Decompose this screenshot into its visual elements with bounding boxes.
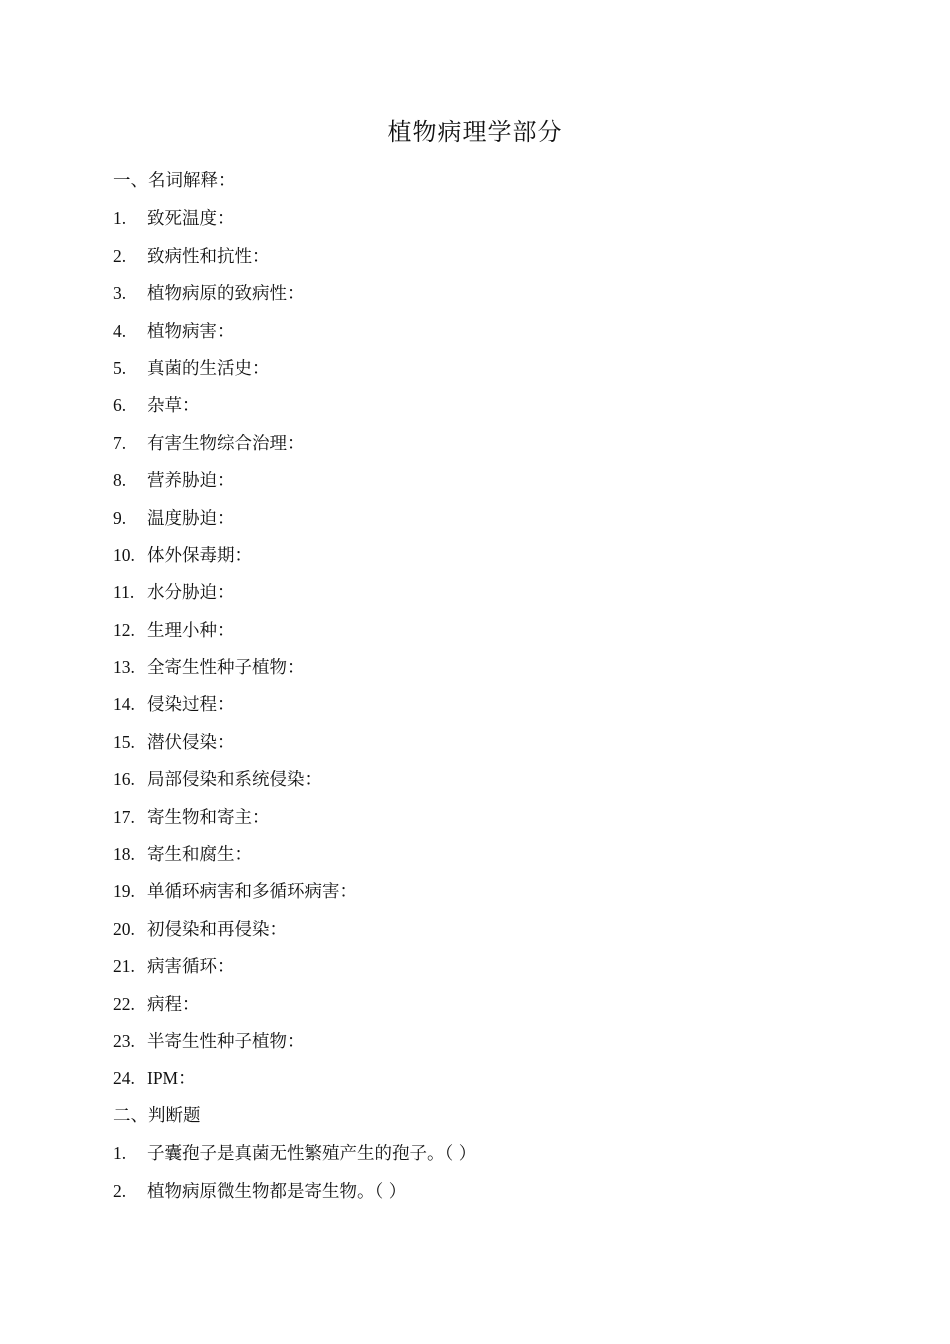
term-item (113, 238, 873, 275)
item-text: 植物病原的致病性： (147, 284, 305, 305)
item-text: 致病性和抗性： (147, 246, 270, 267)
item-text: 单循环病害和多循环病害： (147, 882, 357, 903)
item-number: 20. (113, 918, 135, 939)
item-number: 19. (113, 881, 135, 902)
item-text: 温度胁迫： (147, 508, 235, 529)
term-item (113, 649, 873, 686)
item-number: 12. (113, 619, 135, 640)
term-item (113, 873, 873, 910)
document-body (113, 163, 873, 1210)
item-text: 植物病害： (147, 321, 235, 342)
item-number: 23. (113, 1030, 135, 1051)
item-text: 水分胁迫： (147, 583, 235, 604)
item-number: 1. (113, 208, 127, 229)
question-item (113, 1173, 873, 1210)
item-text: 真菌的生活史： (147, 358, 270, 379)
item-text: 生理小种： (147, 620, 235, 641)
item-number: 14. (113, 694, 135, 715)
term-item (113, 724, 873, 761)
item-text: 病害循环： (147, 957, 235, 978)
term-item (113, 537, 873, 574)
term-item (113, 761, 873, 798)
term-item (113, 462, 873, 499)
item-text: 全寄生性种子植物： (147, 658, 305, 679)
item-number: 13. (113, 657, 135, 678)
item-text: 寄生物和寄主： (147, 807, 270, 828)
term-item (113, 836, 873, 873)
item-text: 体外保毒期： (147, 545, 252, 566)
item-number: 2. (113, 245, 127, 266)
item-number: 16. (113, 769, 135, 790)
item-number: 3. (113, 283, 127, 304)
term-item (113, 911, 873, 948)
term-item (113, 686, 873, 723)
term-item (113, 948, 873, 985)
term-item (113, 1060, 873, 1097)
item-text: 初侵染和再侵染： (147, 919, 287, 940)
term-item (113, 313, 873, 350)
section-heading-terms: 一、名词解释： (113, 171, 236, 191)
term-item (113, 275, 873, 312)
item-number: 10. (113, 544, 135, 565)
item-text: 子囊孢子是真菌无性繁殖产生的孢子。（ ） (147, 1144, 477, 1165)
item-number: 4. (113, 320, 127, 341)
item-text: 病程： (147, 994, 200, 1015)
item-number: 11. (113, 582, 135, 603)
term-item (113, 350, 873, 387)
document-title: 植物病理学部分 (387, 118, 563, 146)
term-item (113, 986, 873, 1023)
item-text: 有害生物综合治理： (147, 433, 305, 454)
term-item (113, 500, 873, 537)
item-text: 侵染过程： (147, 695, 235, 716)
item-text: 植物病原微生物都是寄生物。（ ） (147, 1181, 407, 1202)
section-heading-true-false: 二、判断题 (113, 1105, 201, 1126)
term-item (113, 1023, 873, 1060)
item-number: 21. (113, 956, 135, 977)
item-number: 15. (113, 731, 135, 752)
item-number: 17. (113, 806, 135, 827)
item-text: 局部侵染和系统侵染： (147, 770, 322, 791)
item-text: 杂草： (147, 396, 200, 417)
item-number: 24. (113, 1068, 135, 1089)
term-item (113, 799, 873, 836)
term-item (113, 387, 873, 424)
term-item (113, 425, 873, 462)
item-text: 营养胁迫： (147, 471, 235, 492)
item-text: 潜伏侵染： (147, 732, 235, 753)
question-item (113, 1135, 873, 1172)
item-text: 致死温度： (147, 209, 235, 230)
item-number: 6. (113, 395, 127, 416)
term-item (113, 200, 873, 237)
item-text: IPM： (147, 1068, 196, 1089)
item-number: 1. (113, 1143, 127, 1164)
item-text: 寄生和腐生： (147, 845, 252, 866)
term-item (113, 612, 873, 649)
item-number: 18. (113, 844, 135, 865)
item-number: 9. (113, 507, 127, 528)
item-number: 8. (113, 470, 127, 491)
item-text: 半寄生性种子植物： (147, 1031, 305, 1052)
item-number: 7. (113, 432, 127, 453)
item-number: 22. (113, 993, 135, 1014)
item-number: 5. (113, 357, 127, 378)
term-item (113, 574, 873, 611)
item-number: 2. (113, 1180, 127, 1201)
